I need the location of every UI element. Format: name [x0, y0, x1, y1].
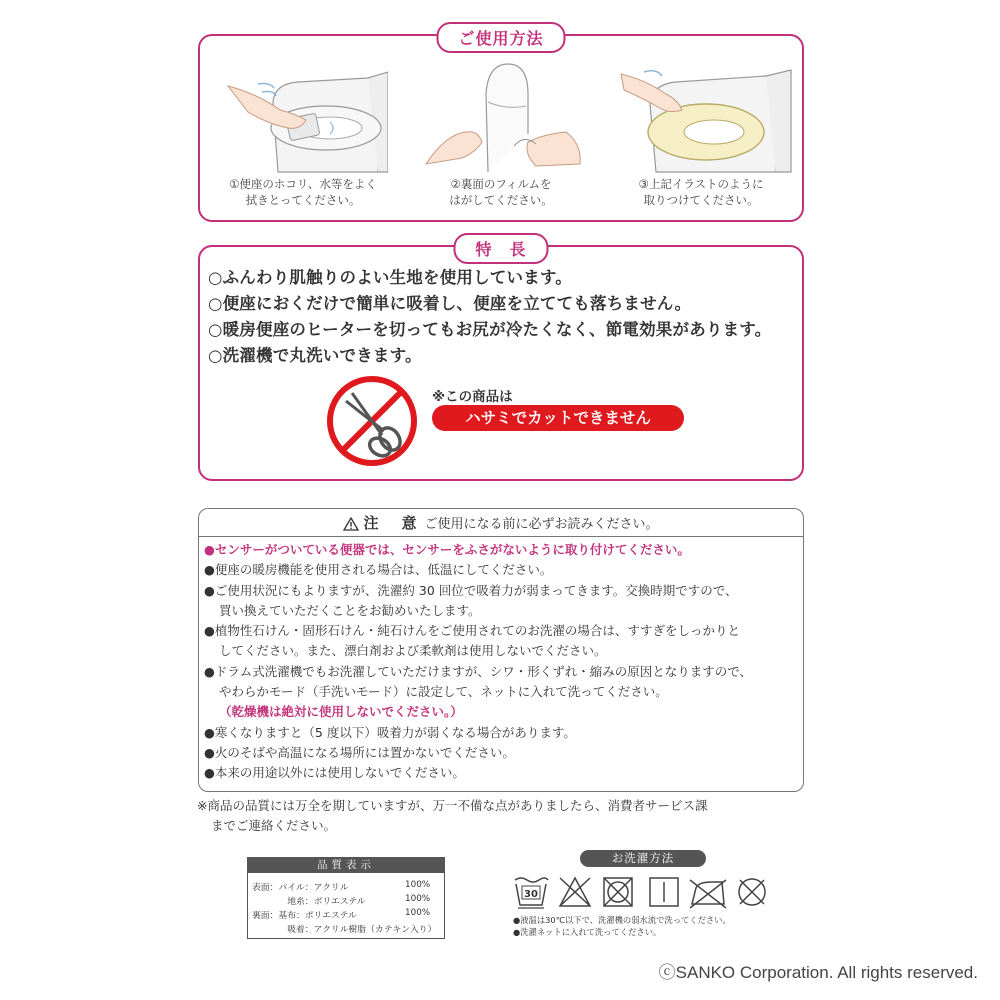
- drip-dry-icon: [650, 878, 678, 906]
- usage-step-3: [606, 54, 796, 214]
- usage-step-2: [406, 54, 596, 214]
- feature-item: ○洗濯機で丸洗いできます。: [208, 346, 422, 365]
- usage-panel: [198, 29, 804, 222]
- caution-panel: [198, 508, 804, 792]
- caution-line: してください。また、漂白剤および柔軟剤は使用しないでください。: [219, 643, 607, 659]
- caution-line: ●センサーがついている便器では、センサーをふさがないように取り付けてください。: [204, 542, 690, 557]
- caption-line: はがしてください。: [449, 193, 553, 207]
- caution-line: ●便座の暖房機能を使用される場合は、低温にしてください。: [204, 562, 553, 578]
- caution-line: ●火のそばや高温になる場所には置かないでください。: [204, 744, 515, 760]
- wipe-seat-illustration: [218, 54, 388, 174]
- no-scissors-icon: [324, 373, 420, 469]
- usage-step-2-caption: [406, 176, 596, 208]
- no-iron-icon: [690, 880, 726, 908]
- feature-item: ○暖房便座のヒーターを切ってもお尻が冷たくなく、節電効果があります。: [208, 320, 772, 339]
- washing-symbols: [512, 872, 772, 910]
- feature-item: ○ふんわり肌触りのよい生地を使用しています。: [208, 268, 572, 287]
- quality-label-text: 吸着：アクリル樹脂（カテキン入り）: [252, 925, 437, 935]
- usage-title: ご使用方法: [436, 22, 565, 53]
- washing-note: ●液温は30℃以下で、洗濯機の弱水流で洗ってください。: [513, 915, 731, 925]
- washing-note: ●洗濯ネットに入れて洗ってください。: [513, 927, 662, 937]
- caption-line: 取りつけてください。: [643, 193, 759, 207]
- wash-30-icon: [515, 878, 548, 908]
- caution-line: 買い換えていただくことをお勧めいたします。: [219, 602, 481, 618]
- caution-title: 注 意: [363, 514, 421, 532]
- no-tumble-dry-icon: [604, 878, 632, 906]
- footnote: [197, 796, 707, 836]
- quality-pct: 100%: [405, 908, 431, 918]
- features-panel: [198, 240, 804, 481]
- quality-row: [252, 894, 431, 907]
- caution-line: ●本来の用途以外には使用しないでください。: [204, 765, 465, 781]
- no-cut-badge: ハサミでカットできません: [432, 405, 684, 431]
- peel-film-illustration: [416, 54, 586, 174]
- quality-label-text: 表面：パイル：アクリル: [252, 883, 349, 893]
- features-title: 特 長: [453, 233, 548, 264]
- washing-notes: [513, 914, 731, 938]
- usage-step-1: [208, 54, 398, 214]
- quality-pct: 100%: [405, 894, 431, 904]
- no-dry-clean-icon: [739, 879, 765, 905]
- no-bleach-icon: [560, 878, 590, 906]
- usage-step-3-caption: [606, 176, 796, 208]
- quality-row: [252, 922, 436, 935]
- caption-line: ①便座のホコリ、水等をよく: [229, 177, 377, 191]
- quality-label-text: 裏面：基布：ポリエステル: [252, 911, 357, 921]
- caption-line: ②裏面のフィルムを: [450, 177, 552, 191]
- quality-label: [247, 857, 445, 939]
- feature-item: ○便座におくだけで簡単に吸着し、便座を立てても落ちません。: [208, 294, 692, 313]
- caution-line: ●ドラム式洗濯機でもお洗濯していただけますが、シワ・形くずれ・縮みの原因となりますので、: [204, 663, 753, 679]
- copyright: ⓒSANKO Corporation. All rights reserved.: [658, 963, 978, 982]
- washing-title: お洗濯方法: [580, 850, 706, 867]
- caution-header: [199, 509, 803, 535]
- caution-line: ●寒くなりますと（5 度以下）吸着力が弱くなる場合があります。: [204, 724, 576, 740]
- quality-row: [252, 880, 431, 893]
- caution-line: ●植物性石けん・固形石けん・純石けんをご使用されてのお洗濯の場合は、すすぎをしっかりと: [204, 623, 741, 639]
- caution-line: （乾燥機は絶対に使用しないでください。）: [219, 704, 463, 720]
- caption-line: 拭きとってください。: [245, 193, 361, 207]
- divider: [199, 536, 803, 537]
- caution-subtitle: ご使用になる前に必ずお読みください。: [424, 517, 659, 532]
- warning-prefix: ※この商品は: [432, 389, 513, 405]
- footnote-line: までご連絡ください。: [211, 818, 337, 833]
- footnote-line: ※商品の品質には万全を期していますが、万一不備な点がありましたら、消費者サービス課: [197, 798, 708, 813]
- quality-row: [252, 908, 431, 921]
- caption-line: ③上記イラストのように: [638, 177, 764, 191]
- caution-line: やわらかモード（手洗いモード）に設定して、ネットに入れて洗ってください。: [219, 684, 668, 700]
- wash-temp-label: 30: [524, 889, 538, 900]
- caution-list: [204, 540, 800, 784]
- feature-list: [208, 265, 808, 369]
- caution-line: ●ご使用状況にもよりますが、洗濯約 30 回位で吸着力が弱まってきます。交換時期ですので、: [204, 582, 738, 598]
- quality-pct: 100%: [405, 880, 431, 890]
- warning-triangle-icon: [343, 517, 359, 531]
- attach-cover-illustration: [616, 54, 796, 174]
- quality-title: 品質表示: [248, 858, 444, 873]
- usage-step-1-caption: [208, 176, 398, 208]
- quality-label-text: 地糸：ポリエステル: [252, 897, 366, 907]
